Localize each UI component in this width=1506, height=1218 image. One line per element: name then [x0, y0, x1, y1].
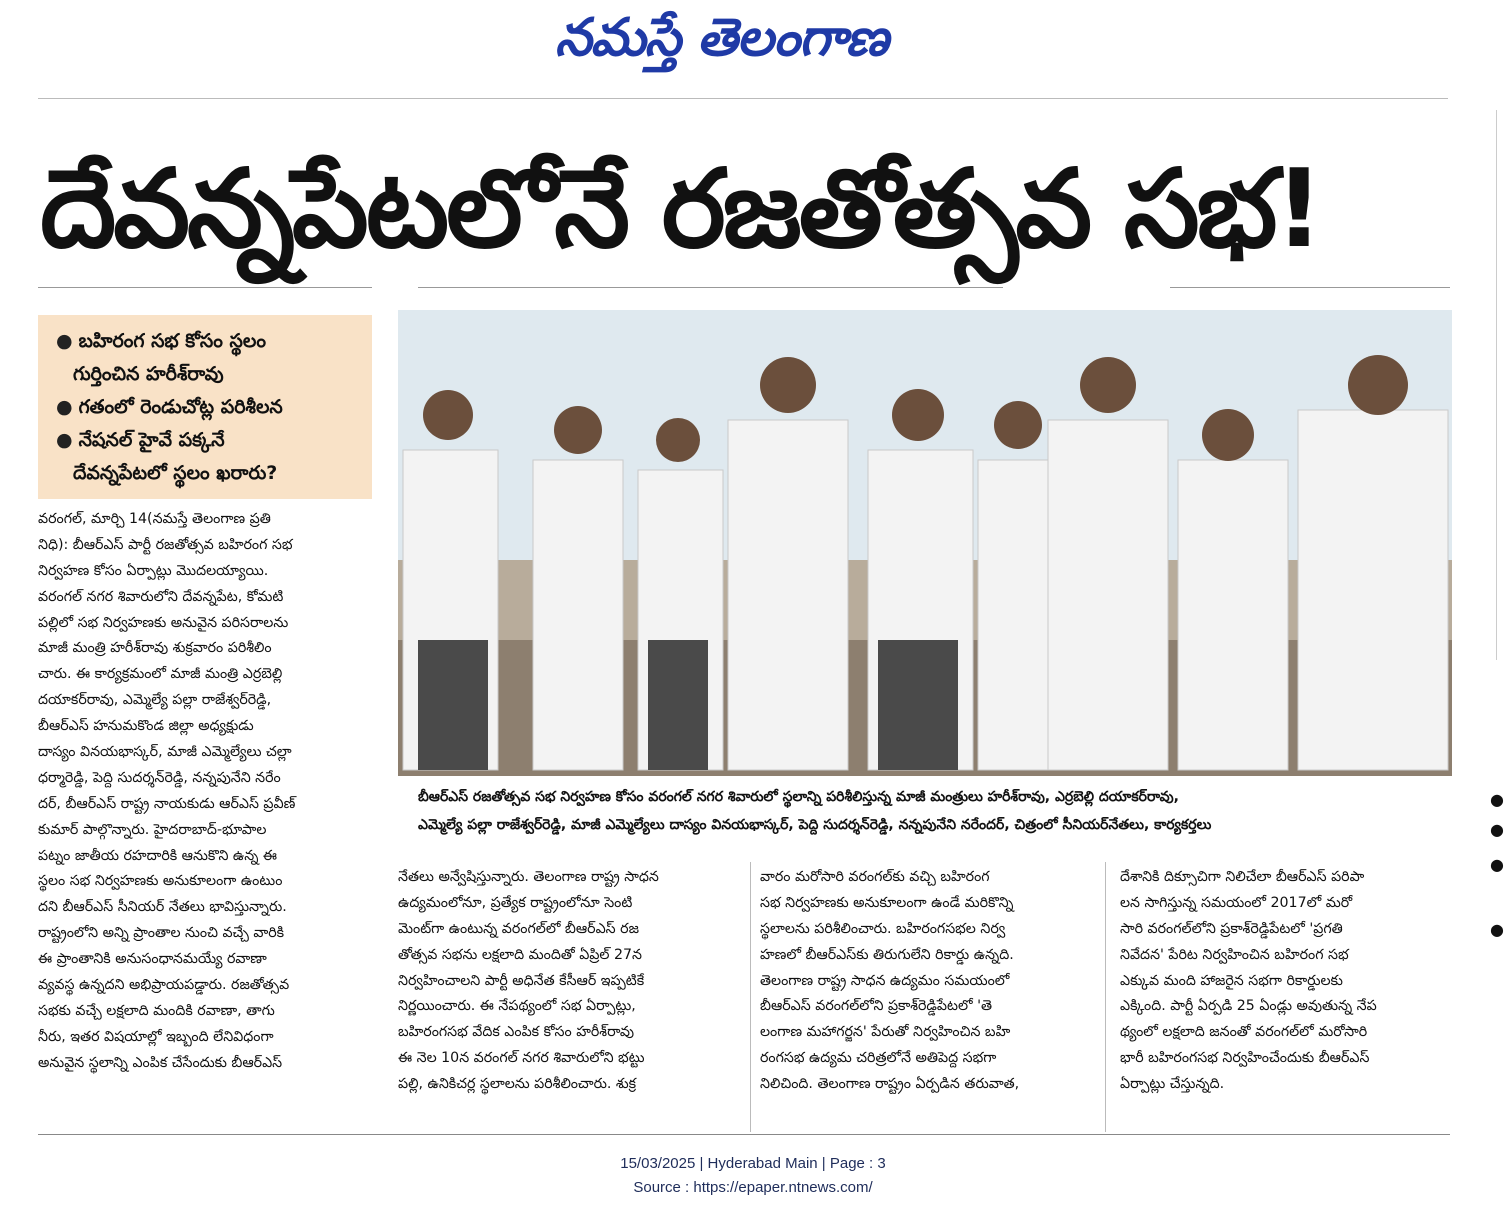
body-text-line: స్థలాలను పరిశీలించారు. బహిరంగసభల నిర్వ — [760, 920, 1006, 937]
body-text-line: మాజీ మంత్రి హరీశ్‌రావు శుక్రవారం పరిశీలిం — [38, 640, 272, 657]
column-divider — [750, 862, 751, 1132]
source-link[interactable]: Source : https://epaper.ntnews.com/ — [633, 1179, 873, 1196]
bullet-icon: ● — [1490, 790, 1504, 809]
body-text-line: లన సాగిస్తున్న సమయంలో 2017లో మరో — [1120, 894, 1353, 911]
body-text-line: నిర్వహణ కోసం ఏర్పాట్లు మొదలయ్యాయి. — [38, 562, 269, 579]
caption-line: బీఆర్‌ఎస్ రజతోత్సవ సభ నిర్వహణ కోసం వరంగల్ నగర శివారులో స్థలాన్ని పరిశీలిస్తున్న మాజీ మంత్రులు హరీశ్‌రావు, ఎర్రబెల్లి దయాకర్‌రావు, — [418, 789, 1179, 805]
article-body-column-3 — [760, 865, 1092, 1135]
article-body-column-4 — [1120, 865, 1452, 1135]
article-body-column-1 — [38, 507, 372, 1132]
adjacent-article-edge — [1490, 110, 1506, 1150]
headline-rule-right — [1170, 287, 1450, 288]
headline-rule-left — [38, 287, 372, 288]
body-text-line: వ్యవస్థ ఉన్నదని అభిప్రాయపడ్డారు. రజతోత్సవ — [38, 977, 290, 994]
bullet-icon: ● — [56, 429, 73, 451]
body-text-line: నేతలు అన్వేషిస్తున్నారు. తెలంగాణ రాష్ట్ర సాధన — [398, 869, 659, 885]
body-text-line: దర్, బీఆర్‌ఎస్ రాష్ట్ర నాయకుడు ఆర్‌ఎస్ ప్రవీణ్ — [38, 795, 296, 812]
body-text-line: ధర్మారెడ్డి, పెద్ది సుదర్శన్‌రెడ్డి, నన్నపునేని నరేం — [38, 769, 281, 786]
highlight-item: ● గతంలో రెండుచోట్ల పరిశీలన — [56, 396, 283, 418]
body-text-line: ఈ నెల 10న వరంగల్ నగర శివారులోని భట్టు — [398, 1050, 645, 1067]
body-text-line: సభకు వచ్చే లక్షలాది మందికి రవాణా, తాగు — [38, 1002, 275, 1019]
article-body-column-2 — [398, 865, 730, 1135]
body-text-line: దేశానికి దిక్సూచిగా నిలిచేలా బీఆర్‌ఎస్ పరిపా — [1120, 869, 1365, 885]
news-photo — [398, 310, 1452, 776]
body-text-line: చారు. ఈ కార్యక్రమంలో మాజీ మంత్రి ఎర్రబెల్లి — [38, 666, 283, 683]
bullet-icon: ● — [1490, 920, 1504, 939]
bullet-icon: ● — [1490, 855, 1504, 874]
body-text-line: నివేదన' పేరిట నిర్వహించిన బహిరంగ సభ — [1120, 946, 1349, 963]
body-text-line: దని బీఆర్‌ఎస్ సీనియర్ నేతలు భావిస్తున్నారు. — [38, 899, 287, 916]
body-text-line: వారం మరోసారి వరంగల్‌కు వచ్చి బహిరంగ — [760, 869, 990, 885]
body-text-line: సారి వరంగల్‌లోని ప్రకాశ్‌రెడ్డిపేటలో 'ప్రగతి — [1120, 920, 1343, 937]
body-text-line: పల్లిలో సభ నిర్వహణకు అనువైన పరిసరాలను — [38, 614, 289, 631]
body-text-line: స్థలం సభ నిర్వహణకు అనుకూలంగా ఉంటుం — [38, 873, 283, 890]
body-text-line: ఎక్కింది. పార్టీ ఏర్పడి 25 ఏండ్లు అవుతున్న నేప — [1120, 998, 1377, 1015]
highlight-item-continuation: దేవన్నపేటలో స్థలం ఖరారు? — [73, 462, 278, 484]
photo-illustration — [398, 310, 1452, 776]
body-text-line: బీఆర్‌ఎస్ హనుమకొండ జిల్లా అధ్యక్షుడు — [38, 718, 254, 735]
article-bottom-rule — [38, 1134, 1450, 1135]
body-text-line: థ్యంలో లక్షలాది జనంతో వరంగల్‌లో మరోసారి — [1120, 1024, 1368, 1041]
body-text-line: రంగసభ ఉద్యమ చరిత్రలోనే అతిపెద్ద సభగా — [760, 1050, 997, 1067]
body-text-line: నిర్ణయించారు. ఈ నేపథ్యంలో సభ ఏర్పాట్లు, — [398, 998, 636, 1015]
highlight-item-continuation: గుర్తించిన హరీశ్‌రావు — [73, 363, 224, 385]
body-text-line: లంగాణ మహాగర్జన' పేరుతో నిర్వహించిన బహి — [760, 1024, 1011, 1041]
headline: దేవన్నపేటలోనే రజతోత్సవ సభ! — [40, 147, 1321, 272]
body-text-line: దయాకర్‌రావు, ఎమ్మెల్యే పల్లా రాజేశ్వర్‌రెడ్డి, — [38, 692, 272, 709]
body-text-line: నిలిచింది. తెలంగాణ రాష్ట్రం ఏర్పడిన తరువాత, — [760, 1076, 1020, 1093]
body-text-line: వరంగల్ నగర శివారులోని దేవన్నపేట, కోమటి — [38, 588, 284, 605]
bullet-icon: ● — [56, 330, 73, 352]
body-text-line: నీరు, ఇతర విషయాల్లో ఇబ్బంది లేనివిధంగా — [38, 1028, 274, 1045]
body-text-line: దాస్యం వినయభాస్కర్, మాజీ ఎమ్మెల్యేలు చల్లా — [38, 744, 292, 761]
body-text-line: కుమార్ పాల్గొన్నారు. హైదరాబాద్-భూపాల — [38, 821, 267, 838]
body-text-line: రాష్ట్రంలోని అన్ని ప్రాంతాల నుంచి వచ్చే వారికి — [38, 925, 285, 942]
page-info: 15/03/2025 | Hyderabad Main | Page : 3 — [620, 1155, 886, 1172]
body-text-line: హణలో బీఆర్‌ఎస్‌కు తిరుగులేని రికార్డు ఉన్నది. — [760, 946, 1014, 963]
body-text-line: నిధి): బీఆర్‌ఎస్ పార్టీ రజతోత్సవ బహిరంగ సభ — [38, 536, 293, 553]
body-text-line: బీఆర్‌ఎస్ వరంగల్‌లోని ప్రకాశ్‌రెడ్డిపేటలో 'తె — [760, 998, 993, 1015]
body-text-line: తెలంగాణ రాష్ట్ర సాధన ఉద్యమం సమయంలో — [760, 972, 1010, 989]
body-text-line: భారీ బహిరంగసభ నిర్వహించేందుకు బీఆర్‌ఎస్ — [1120, 1050, 1370, 1067]
masthead-divider — [38, 98, 1448, 99]
body-text-line: పట్నం జాతీయ రహదారికి ఆనుకొని ఉన్న ఈ — [38, 847, 278, 864]
column-divider — [1105, 862, 1106, 1132]
highlight-item: ● బహిరంగ సభ కోసం స్థలం — [56, 330, 266, 352]
headline-rule-center — [418, 287, 1003, 288]
bullet-icon: ● — [56, 396, 73, 418]
photo-caption — [398, 783, 1452, 843]
body-text-line: బహిరంగసభ వేదిక ఎంపిక కోసం హరీశ్‌రావు — [398, 1024, 635, 1041]
highlight-item: ● నేషనల్ హైవే పక్కనే — [56, 429, 225, 451]
highlights-box — [38, 315, 372, 499]
caption-line: ఎమ్మెల్యే పల్లా రాజేశ్వర్‌రెడ్డి, మాజీ ఎమ్మెల్యేలు దాస్యం వినయభాస్కర్, పెద్ది సుదర్శన్‌రెడ్డి, నన్నపునేని నరేందర్, చిత్రంలో సీనియర్‌నేతలు, కార్యకర్తలు — [418, 817, 1212, 833]
bullet-icon: ● — [1490, 820, 1504, 839]
body-text-line: మెంట్‌గా ఉంటున్న వరంగల్‌లో బీఆర్‌ఎస్ రజ — [398, 920, 639, 937]
body-text-line: నిర్వహించాలని పార్టీ అధినేత కేసీఆర్ ఇప్పటికే — [398, 972, 645, 989]
body-text-line: పల్లి, ఉనికిచర్ల స్థలాలను పరిశీలించారు. శుక్ర — [398, 1076, 637, 1093]
body-text-line: ఎక్కువ మంది హాజరైన సభగా రికార్డులకు — [1120, 972, 1343, 989]
body-text-line: ఏర్పాట్లు చేస్తున్నది. — [1120, 1076, 1225, 1093]
body-text-line: వరంగల్, మార్చి 14(నమస్తే తెలంగాణ ప్రతి — [38, 511, 271, 527]
body-text-line: తోత్సవ సభను లక్షలాది మందితో ఏప్రిల్ 27న — [398, 946, 643, 963]
body-text-line: సభ నిర్వహణకు అనుకూలంగా ఉండే మరికొన్ని — [760, 894, 1014, 911]
body-text-line: ఉద్యమంలోనూ, ప్రత్యేక రాష్ట్రంలోనూ సెంటి — [398, 894, 633, 911]
body-text-line: అనువైన స్థలాన్ని ఎంపిక చేసేందుకు బీఆర్‌ఎస్ — [38, 1054, 283, 1071]
newspaper-masthead-logo: నమస్తే తెలంగాణ — [555, 7, 888, 68]
body-text-line: ఈ ప్రాంతానికి అనుసంధానమయ్యే రవాణా — [38, 951, 267, 968]
